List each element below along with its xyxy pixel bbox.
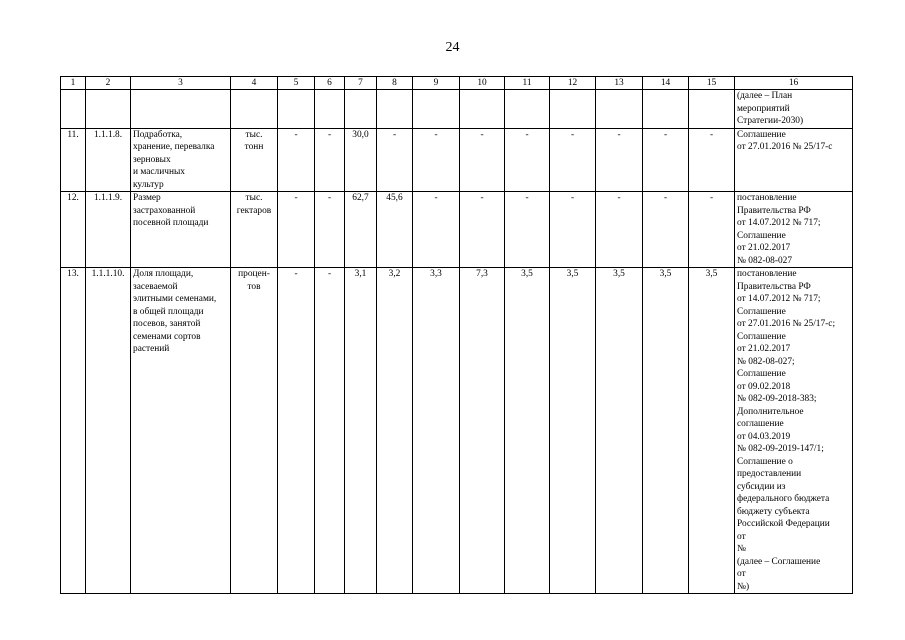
source-cell: постановление Правительства РФ от 14.07.2012 № 717; Соглашение от 27.01.2016 № 25/17-с; Соглашение от 21.02.2017 № 082-08-027; Соглашение от 09.02.2018 № 082-09-2018-383; Дополнительное соглашение от 04.03.2019 № 082-09-2019-147/1; Соглашение о предоставлении субсидии из федерального бюджета бюджету субъекта Российской Федерации от № (далее – Соглашение от №): [735, 268, 853, 594]
value-cell: -: [505, 192, 550, 268]
value-cell: -: [413, 128, 460, 192]
value-cell: -: [689, 128, 735, 192]
table-cell: [231, 90, 278, 129]
table-row: [61, 192, 853, 268]
col-header-2: 2: [86, 77, 131, 90]
table-row: [61, 268, 853, 594]
value-cell: -: [460, 192, 505, 268]
col-header-8: 8: [377, 77, 413, 90]
col-header-5: 5: [278, 77, 315, 90]
table-cell: [689, 90, 735, 129]
value-cell: -: [315, 268, 345, 594]
table-row: [61, 128, 853, 192]
table-cell: [460, 90, 505, 129]
col-header-11: 11: [505, 77, 550, 90]
value-cell: 3,5: [689, 268, 735, 594]
value-cell: -: [278, 192, 315, 268]
value-cell: -: [505, 128, 550, 192]
table-cell: [643, 90, 689, 129]
col-header-10: 10: [460, 77, 505, 90]
unit-cell: процен- тов: [231, 268, 278, 594]
indicator-code: 1.1.1.8.: [86, 128, 131, 192]
table-cell: [61, 90, 86, 129]
value-cell: -: [689, 192, 735, 268]
table-cell: [315, 90, 345, 129]
value-cell: -: [643, 192, 689, 268]
value-cell: -: [550, 128, 596, 192]
table-cell: [377, 90, 413, 129]
table-cell: [596, 90, 643, 129]
value-cell: 3,1: [345, 268, 377, 594]
col-header-7: 7: [345, 77, 377, 90]
value-cell: -: [643, 128, 689, 192]
value-cell: -: [278, 128, 315, 192]
table-cell: [86, 90, 131, 129]
value-cell: -: [315, 192, 345, 268]
unit-cell: тыс. гектаров: [231, 192, 278, 268]
value-cell: 3,3: [413, 268, 460, 594]
row-number: 12.: [61, 192, 86, 268]
value-cell: 3,5: [550, 268, 596, 594]
value-cell: -: [413, 192, 460, 268]
value-cell: -: [460, 128, 505, 192]
value-cell: 45,6: [377, 192, 413, 268]
col-header-15: 15: [689, 77, 735, 90]
col-header-4: 4: [231, 77, 278, 90]
source-cell: (далее – План мероприятий Стратегии-2030): [735, 90, 853, 129]
value-cell: -: [550, 192, 596, 268]
indicator-code: 1.1.1.9.: [86, 192, 131, 268]
source-cell: Соглашение от 27.01.2016 № 25/17-с: [735, 128, 853, 192]
value-cell: 3,5: [643, 268, 689, 594]
table-cell: [505, 90, 550, 129]
value-cell: -: [315, 128, 345, 192]
col-header-13: 13: [596, 77, 643, 90]
col-header-14: 14: [643, 77, 689, 90]
value-cell: -: [596, 192, 643, 268]
col-header-12: 12: [550, 77, 596, 90]
table-cell: [278, 90, 315, 129]
header-row: [61, 77, 853, 90]
col-header-16: 16: [735, 77, 853, 90]
row-number: 13.: [61, 268, 86, 594]
table-cell: [550, 90, 596, 129]
value-cell: 3,5: [596, 268, 643, 594]
table-cell: [413, 90, 460, 129]
table-row: [61, 90, 853, 129]
value-cell: -: [377, 128, 413, 192]
value-cell: -: [278, 268, 315, 594]
table-cell: [345, 90, 377, 129]
indicator-code: 1.1.1.10.: [86, 268, 131, 594]
unit-cell: тыс. тонн: [231, 128, 278, 192]
col-header-1: 1: [61, 77, 86, 90]
table-cell: [131, 90, 231, 129]
value-cell: 30,0: [345, 128, 377, 192]
value-cell: 3,5: [505, 268, 550, 594]
value-cell: 3,2: [377, 268, 413, 594]
indicator-name: Размер застрахованной посевной площади: [131, 192, 231, 268]
value-cell: 62,7: [345, 192, 377, 268]
col-header-3: 3: [131, 77, 231, 90]
row-number: 11.: [61, 128, 86, 192]
page-number: 24: [445, 40, 460, 55]
value-cell: 7,3: [460, 268, 505, 594]
col-header-6: 6: [315, 77, 345, 90]
source-cell: постановление Правительства РФ от 14.07.2012 № 717; Соглашение от 21.02.2017 № 082-08-027: [735, 192, 853, 268]
indicator-name: Подработка, хранение, перевалка зерновых и масличных культур: [131, 128, 231, 192]
indicator-name: Доля площади, засеваемой элитными семенами, в общей площади посевов, занятой семенами сортов растений: [131, 268, 231, 594]
indicators-table: [60, 76, 853, 594]
value-cell: -: [596, 128, 643, 192]
col-header-9: 9: [413, 77, 460, 90]
